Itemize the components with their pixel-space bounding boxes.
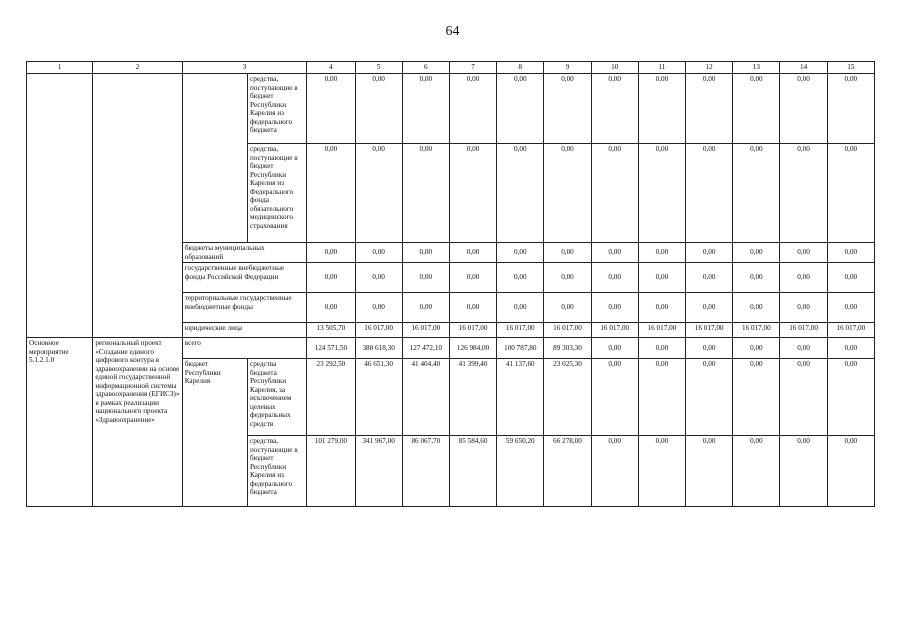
value-cell: 0,00 xyxy=(686,436,733,507)
value-cell: 0,00 xyxy=(497,293,544,323)
value-cell: 0,00 xyxy=(591,74,638,144)
value-cell: 0,00 xyxy=(733,243,780,263)
value-cell: 0,00 xyxy=(780,144,827,243)
table-header-row xyxy=(27,62,875,74)
value-cell: 0,00 xyxy=(591,263,638,293)
budget-label: бюджет Республики Карелия xyxy=(182,359,247,507)
value-cell: 59 650,20 xyxy=(497,436,544,507)
value-cell: 0,00 xyxy=(827,243,874,263)
value-cell: 0,00 xyxy=(686,338,733,359)
measure-name: региональный проект «Создание единого цифрового контура в здравоохранении на основе единой государственной информационной системы здравоохранения (ЕГИСЗ)» в рамках реализации национального проекта «Здравоохранение» xyxy=(93,338,182,507)
value-cell: 0,00 xyxy=(827,436,874,507)
value-cell: 0,00 xyxy=(355,74,402,144)
value-cell: 13 505,70 xyxy=(307,323,355,338)
column-header: 2 xyxy=(93,62,182,74)
value-cell: 0,00 xyxy=(544,74,591,144)
value-cell: 0,00 xyxy=(591,144,638,243)
value-cell: 0,00 xyxy=(827,359,874,436)
value-cell: 0,00 xyxy=(686,263,733,293)
value-cell: 0,00 xyxy=(733,436,780,507)
value-cell: 89 303,30 xyxy=(544,338,591,359)
table-row xyxy=(27,74,875,144)
budget-cell xyxy=(182,74,247,243)
value-cell: 0,00 xyxy=(307,74,355,144)
value-cell: 0,00 xyxy=(355,263,402,293)
column-header: 1 xyxy=(27,62,93,74)
value-cell: 0,00 xyxy=(733,293,780,323)
column-header: 8 xyxy=(497,62,544,74)
value-cell: 23 025,30 xyxy=(544,359,591,436)
page-number: 64 xyxy=(445,24,460,39)
value-cell: 0,00 xyxy=(780,436,827,507)
value-cell: 0,00 xyxy=(497,74,544,144)
status-cell xyxy=(27,74,93,338)
value-cell: 0,00 xyxy=(686,293,733,323)
value-cell: 0,00 xyxy=(827,338,874,359)
column-header: 4 xyxy=(307,62,355,74)
source-cell: средства, поступающие в бюджет Республики Карелия из федерального бюджета xyxy=(248,436,307,507)
value-cell: 41 137,60 xyxy=(497,359,544,436)
name-cell xyxy=(93,74,182,338)
value-cell: 0,00 xyxy=(355,293,402,323)
value-cell: 16 017,00 xyxy=(497,323,544,338)
value-cell: 0,00 xyxy=(827,74,874,144)
value-cell: 0,00 xyxy=(733,338,780,359)
value-cell: 0,00 xyxy=(638,436,685,507)
value-cell: 16 017,00 xyxy=(355,323,402,338)
value-cell: 16 017,00 xyxy=(402,323,449,338)
value-cell: 0,00 xyxy=(780,243,827,263)
source-cell: юридические лица xyxy=(182,323,307,338)
source-cell: средства бюджета Республики Карелия, за исключением целевых федеральных средств xyxy=(248,359,307,436)
value-cell: 0,00 xyxy=(307,293,355,323)
column-header: 11 xyxy=(638,62,685,74)
value-cell: 0,00 xyxy=(733,74,780,144)
value-cell: 0,00 xyxy=(780,338,827,359)
value-cell: 101 279,00 xyxy=(307,436,355,507)
value-cell: 46 651,30 xyxy=(355,359,402,436)
value-cell: 41 399,40 xyxy=(449,359,496,436)
value-cell: 0,00 xyxy=(827,263,874,293)
value-cell: 0,00 xyxy=(780,359,827,436)
value-cell: 0,00 xyxy=(733,359,780,436)
value-cell: 0,00 xyxy=(544,263,591,293)
value-cell: 0,00 xyxy=(591,436,638,507)
value-cell: 0,00 xyxy=(449,243,496,263)
value-cell: 0,00 xyxy=(402,74,449,144)
column-header: 13 xyxy=(733,62,780,74)
source-cell: средства, поступающие в бюджет Республики Карелия из Федерального фонда обязательного медицинского страхования xyxy=(248,144,307,243)
value-cell: 0,00 xyxy=(638,263,685,293)
value-cell: 0,00 xyxy=(449,74,496,144)
value-cell: 0,00 xyxy=(591,293,638,323)
value-cell: 0,00 xyxy=(638,293,685,323)
value-cell: 0,00 xyxy=(402,293,449,323)
value-cell: 16 017,00 xyxy=(827,323,874,338)
value-cell: 0,00 xyxy=(591,359,638,436)
value-cell: 0,00 xyxy=(544,144,591,243)
value-cell: 100 787,80 xyxy=(497,338,544,359)
value-cell: 0,00 xyxy=(686,359,733,436)
column-header: 10 xyxy=(591,62,638,74)
value-cell: 0,00 xyxy=(827,293,874,323)
value-cell: 388 618,30 xyxy=(355,338,402,359)
source-cell: бюджеты муниципальных образований xyxy=(182,243,307,263)
value-cell: 0,00 xyxy=(638,338,685,359)
value-cell: 16 017,00 xyxy=(638,323,685,338)
value-cell: 16 017,00 xyxy=(591,323,638,338)
value-cell: 0,00 xyxy=(733,144,780,243)
source-cell: средства, поступающие в бюджет Республики Карелия из федерального бюджета xyxy=(248,74,307,144)
value-cell: 16 017,00 xyxy=(449,323,496,338)
value-cell: 0,00 xyxy=(497,263,544,293)
column-header: 7 xyxy=(449,62,496,74)
value-cell: 0,00 xyxy=(497,144,544,243)
value-cell: 0,00 xyxy=(780,293,827,323)
value-cell: 341 967,00 xyxy=(355,436,402,507)
value-cell: 127 472,10 xyxy=(402,338,449,359)
source-cell: территориальные государственные внебюджетные фонды xyxy=(182,293,307,323)
value-cell: 66 278,00 xyxy=(544,436,591,507)
value-cell: 0,00 xyxy=(307,144,355,243)
value-cell: 0,00 xyxy=(638,74,685,144)
financing-table xyxy=(26,61,875,507)
value-cell: 0,00 xyxy=(686,74,733,144)
value-cell: 0,00 xyxy=(449,263,496,293)
value-cell: 23 292,50 xyxy=(307,359,355,436)
value-cell: 0,00 xyxy=(544,243,591,263)
value-cell: 0,00 xyxy=(307,263,355,293)
value-cell: 0,00 xyxy=(686,243,733,263)
column-header: 15 xyxy=(827,62,874,74)
value-cell: 16 017,00 xyxy=(544,323,591,338)
measure-status: Основное мероприятие 5.1.2.1.0 xyxy=(27,338,93,507)
value-cell: 0,00 xyxy=(544,293,591,323)
value-cell: 85 584,60 xyxy=(449,436,496,507)
value-cell: 0,00 xyxy=(591,338,638,359)
total-label: всего xyxy=(182,338,307,359)
value-cell: 0,00 xyxy=(355,243,402,263)
value-cell: 0,00 xyxy=(355,144,402,243)
value-cell: 41 404,40 xyxy=(402,359,449,436)
column-header: 14 xyxy=(780,62,827,74)
value-cell: 0,00 xyxy=(497,243,544,263)
value-cell: 0,00 xyxy=(638,359,685,436)
value-cell: 16 017,00 xyxy=(733,323,780,338)
value-cell: 16 017,00 xyxy=(686,323,733,338)
value-cell: 0,00 xyxy=(402,144,449,243)
value-cell: 126 984,00 xyxy=(449,338,496,359)
value-cell: 0,00 xyxy=(780,263,827,293)
value-cell: 0,00 xyxy=(591,243,638,263)
value-cell: 0,00 xyxy=(733,263,780,293)
value-cell: 0,00 xyxy=(827,144,874,243)
value-cell: 0,00 xyxy=(307,243,355,263)
value-cell: 0,00 xyxy=(780,74,827,144)
column-header: 12 xyxy=(686,62,733,74)
column-header: 5 xyxy=(355,62,402,74)
value-cell: 124 571,50 xyxy=(307,338,355,359)
column-header: 3 xyxy=(182,62,307,74)
value-cell: 0,00 xyxy=(402,243,449,263)
source-cell: государственные внебюджетные фонды Российской Федерации xyxy=(182,263,307,293)
value-cell: 16 017,00 xyxy=(780,323,827,338)
column-header: 9 xyxy=(544,62,591,74)
value-cell: 0,00 xyxy=(638,243,685,263)
value-cell: 0,00 xyxy=(638,144,685,243)
value-cell: 0,00 xyxy=(449,293,496,323)
column-header: 6 xyxy=(402,62,449,74)
value-cell: 0,00 xyxy=(402,263,449,293)
value-cell: 0,00 xyxy=(686,144,733,243)
table-row xyxy=(27,338,875,359)
value-cell: 86 067,70 xyxy=(402,436,449,507)
value-cell: 0,00 xyxy=(449,144,496,243)
